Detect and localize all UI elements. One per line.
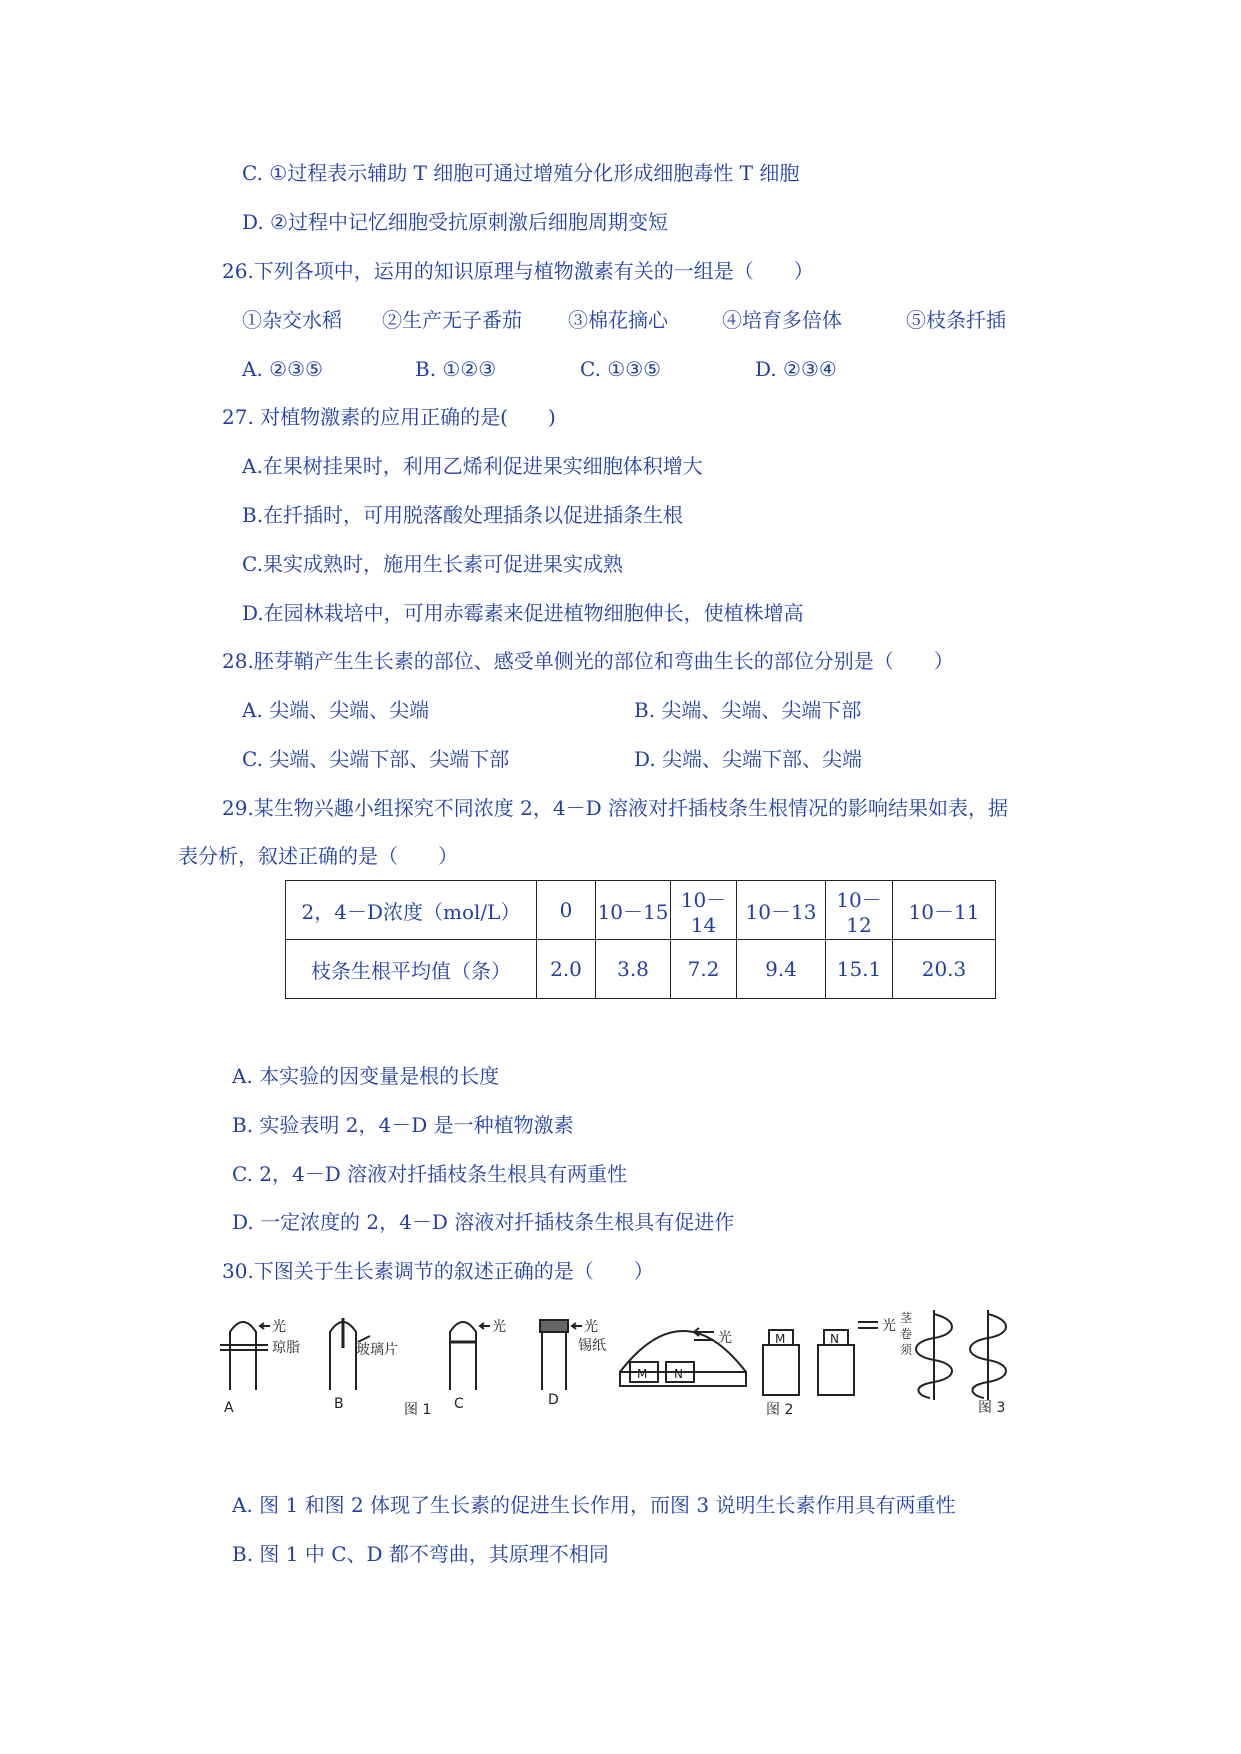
q30-option-a: A. 图 1 和图 2 体现了生长素的促进生长作用，而图 3 说明生长素作用具有两重性 [232,1493,956,1517]
fig-label-foil: 锡纸 [578,1338,606,1354]
q26-stem: 26.下列各项中，运用的知识原理与植物激素有关的一组是（ ） [222,259,814,283]
table-cell: 2.0 [537,940,596,999]
q27-option-d: D.在园林栽培中，可用赤霉素来促进植物细胞伸长，使植株增高 [242,601,804,625]
table-cell: 15.1 [826,940,893,999]
q28-option-c: C. 尖端、尖端下部、尖端下部 [242,747,510,771]
fig-caption-2: 图 2 [766,1402,794,1418]
table-cell: 9.4 [737,940,826,999]
q29-stem-line1: 29.某生物兴趣小组探究不同浓度 2，4－D 溶液对扦插枝条生根情况的影响结果如表，据 [222,796,1009,820]
fig-label-m: M [637,1367,648,1381]
table-cell: 10－12 [826,881,893,940]
fig-label-glass: 玻璃片 [356,1342,398,1358]
q27-stem: 27. 对植物激素的应用正确的是( ) [222,405,556,429]
q28-option-d: D. 尖端、尖端下部、尖端 [634,747,863,771]
q29-option-d: D. 一定浓度的 2，4－D 溶液对扦插枝条生根具有促进作 [232,1210,735,1234]
fig-label-d: D [548,1392,559,1408]
fig-label-light-c: 光 [492,1319,506,1335]
fig-label-c: C [454,1396,464,1412]
table-cell: 7.2 [671,940,737,999]
table-cell: 10－11 [893,881,996,940]
q30-option-b: B. 图 1 中 C、D 都不弯曲，其原理不相同 [232,1542,609,1566]
q26-item-2: ②生产无子番茄 [382,308,522,332]
q28-stem: 28.胚芽鞘产生生长素的部位、感受单侧光的部位和弯曲生长的部位分别是（ ） [222,649,954,673]
fig-label-light-2: 光 [718,1330,732,1346]
table-cell: 20.3 [893,940,996,999]
fig-caption-3: 图 3 [978,1400,1006,1416]
q27-option-c: C.果实成熟时，施用生长素可促进果实成熟 [242,552,623,576]
table-cell: 3.8 [596,940,671,999]
q26-item-3: ③棉花摘心 [568,308,668,332]
q29-option-c: C. 2，4－D 溶液对扦插枝条生根具有两重性 [232,1162,628,1186]
q28-option-a: A. 尖端、尖端、尖端 [242,698,430,722]
q27-option-b: B.在扦插时，可用脱落酸处理插条以促进插条生根 [242,503,684,527]
q26-option-d: D. ②③④ [755,357,837,381]
fig-label-b: B [334,1396,344,1412]
q29-option-a: A. 本实验的因变量是根的长度 [232,1064,500,1088]
fig-label-a: A [224,1400,234,1416]
q25-option-c: C. ①过程表示辅助 T 细胞可通过增殖分化形成细胞毒性 T 细胞 [242,161,800,185]
fig-label-tendril-2: 卷 [900,1327,913,1341]
q29-data-table [285,880,996,999]
q29-option-b: B. 实验表明 2，4－D 是一种植物激素 [232,1113,574,1137]
q30-figure [218,1300,1078,1418]
q29-stem-line2: 表分析，叙述正确的是（ ） [178,844,458,868]
table-cell: 0 [537,881,596,940]
fig-label-tendril-3: 须 [900,1343,913,1357]
table-row [286,940,996,999]
q26-item-1: ①杂交水稻 [242,308,342,332]
q26-item-5: ⑤枝条扦插 [906,308,1006,332]
q25-option-d: D. ②过程中记忆细胞受抗原刺激后细胞周期变短 [242,210,668,234]
table-cell: 10－13 [737,881,826,940]
table-cell: 10－14 [671,881,737,940]
table-row [286,881,996,940]
fig-label-n: N [674,1367,683,1381]
fig-label-agar: 琼脂 [272,1340,300,1356]
table-cell: 枝条生根平均值（条） [286,940,537,999]
q26-option-b: B. ①②③ [415,357,497,381]
q30-stem: 30.下图关于生长素调节的叙述正确的是（ ） [222,1259,654,1283]
fig-label-light-3: 光 [882,1318,896,1334]
q28-option-b: B. 尖端、尖端、尖端下部 [634,698,862,722]
fig-label-tendril-1: 茎 [900,1311,913,1325]
q27-option-a: A.在果树挂果时，利用乙烯利促进果实细胞体积增大 [242,454,703,478]
table-cell: 2，4－D浓度（mol/L） [286,881,537,940]
fig-label-m-box: M [775,1332,786,1346]
table-cell: 10－15 [596,881,671,940]
fig-label-light-a: 光 [272,1319,286,1335]
q26-option-a: A. ②③⑤ [242,357,323,381]
fig-label-n-box: N [830,1332,839,1346]
fig-label-light-d: 光 [584,1319,598,1335]
q26-item-4: ④培育多倍体 [722,308,842,332]
fig-caption-1: 图 1 [404,1402,432,1418]
q26-option-c: C. ①③⑤ [580,357,662,381]
